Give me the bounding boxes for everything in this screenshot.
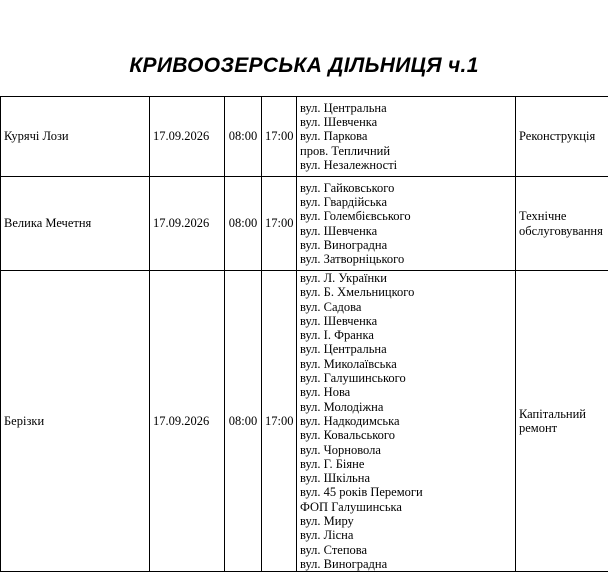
street-item: вул. Садова [300, 299, 362, 314]
street-item: вул. 45 років Перемоги [300, 485, 423, 500]
street-item: вул. Степова [300, 542, 368, 557]
street-item: вул. Надкодимська [300, 413, 400, 428]
date-cell: 17.09.2026 [150, 271, 225, 572]
street-item: вул. Г. Біяне [300, 456, 365, 471]
street-item: вул. Незалежності [300, 157, 398, 172]
street-item: вул. Лісна [300, 528, 354, 543]
table-row [1, 271, 608, 572]
street-item: вул. Б. Хмельницкого [300, 285, 415, 300]
date-cell: 17.09.2026 [150, 97, 225, 177]
start-time-cell: 08:00 [225, 271, 262, 572]
street-item: вул. Шкільна [300, 471, 370, 486]
street-item: ФОП Галушинська [300, 499, 402, 514]
street-item: вул. Голембієвського [300, 209, 411, 224]
date-cell: 17.09.2026 [150, 177, 225, 271]
table-row [1, 97, 608, 177]
street-item: вул. Гвардійська [300, 194, 387, 209]
street-item: вул. Нова [300, 385, 351, 400]
street-item: вул. Виноградна [300, 237, 388, 252]
work-type-cell: Технічне обслуговування [516, 177, 608, 271]
work-type-cell: Капітальний ремонт [516, 271, 608, 572]
street-item: вул. Центральна [300, 100, 387, 115]
street-item: вул. Миру [300, 514, 354, 529]
end-time-cell: 17:00 [262, 177, 297, 271]
end-time-cell: 17:00 [262, 271, 297, 572]
street-item: вул. Ковальського [300, 428, 395, 443]
street-item: вул. Л. Українки [300, 271, 387, 285]
locality-cell: Велика Мечетня [1, 177, 150, 271]
street-item: вул. Молодіжна [300, 399, 384, 414]
street-item: вул. Паркова [300, 129, 368, 144]
streets-cell [297, 177, 516, 271]
streets-cell [297, 271, 516, 572]
street-item: вул. Гайковського [300, 180, 395, 195]
work-type-cell: Реконструкція [516, 97, 608, 177]
page-title: КРИВООЗЕРСЬКА ДІЛЬНИЦЯ ч.1 [129, 54, 479, 77]
street-item: вул. Чорновола [300, 442, 381, 457]
start-time-cell: 08:00 [225, 177, 262, 271]
street-item: вул. І. Франка [300, 328, 374, 343]
locality-cell: Берізки [1, 271, 150, 572]
street-item: вул. Шевченка [300, 313, 378, 328]
streets-cell [297, 97, 516, 177]
street-item: вул. Виноградна [300, 556, 388, 571]
outage-schedule-table [0, 96, 608, 572]
street-item: вул. Шевченка [300, 115, 378, 130]
street-item: вул. Галушинського [300, 371, 406, 386]
street-item: пров. Тепличний [300, 143, 391, 158]
street-item: вул. Миколаївська [300, 356, 397, 371]
start-time-cell: 08:00 [225, 97, 262, 177]
end-time-cell: 17:00 [262, 97, 297, 177]
table-row [1, 177, 608, 271]
locality-cell: Курячі Лози [1, 97, 150, 177]
street-item: вул. Затворніцького [300, 252, 405, 267]
street-item: вул. Центральна [300, 342, 387, 357]
street-item: вул. Шевченка [300, 223, 378, 238]
